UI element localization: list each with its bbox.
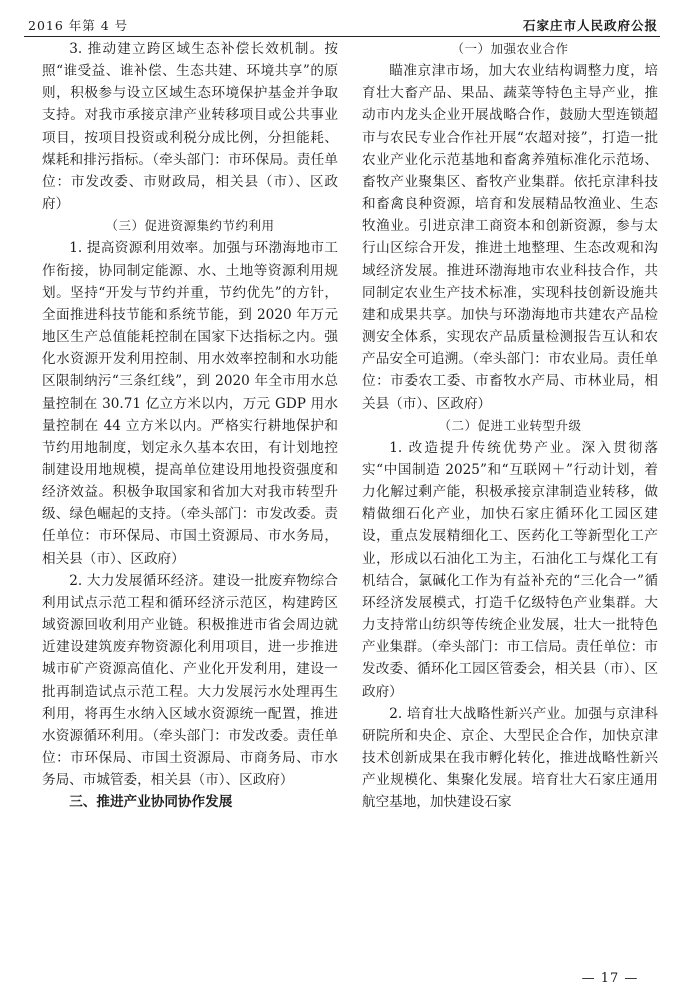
page-number: — 17 — xyxy=(581,971,639,986)
publication-title: 石家庄市人民政府公报 xyxy=(522,18,658,33)
issue-label: 2016 年第 4 号 xyxy=(28,18,129,33)
subsection-heading: （二）促进工业转型升级 xyxy=(438,417,582,433)
paragraph: 瞄准京津市场，加大农业结构调整力度，培育壮大畜产品、果品、蔬菜等特色主导产业，推动市内龙头企业开展战略合作，鼓励大型连锁超市与农民专业合作社开展“农超对接”，打造一批农业产业化示范基地和畜禽养殖标准化示范场、畜牧产业聚集区、畜牧产业集群。依托京津科技和畜禽良种资源，培育和发展精品牧渔业、生态牧渔业。引进京津工商资本和创新资源，参与太行山区综合开发，推进土地整理、生态改观和沟域经济发展。推进环渤海地市农业科技合作，共同制定农业生产技术标准，实现科技创新设施共建和成果共享。加快与环渤海地市共建农产品检测安全体系，实现农产品质量检测报告互认和农产品安全可追溯。（牵头部门：市农业局。责任单位：市委农工委、市畜牧水产局、市林业局，相关县（市）、区政府） xyxy=(362,63,658,412)
paragraph: 1. 改造提升传统优势产业。深入贯彻落实“中国制造 2025”和“互联网＋”行动计划，着力化解过剩产能，积极承接京津制造业转移，做精做细石化产业，加快石家庄循环化工园区建设，重点发展精细化工、医药化工等新型化工产业，形成以石油化工为主，石油化工与煤化工有机结合，氯碱化工作为有益补充的“三化合一”循环经济发展模式，打造千亿级特色产业集群。大力支持常山纺织等传统企业发展，壮大一批特色产业集群。（牵头部门：市工信局。责任单位：市发改委、循环化工园区管委会，相关县（市）、区政府） xyxy=(362,439,658,700)
paragraph: 2. 培育壮大战略性新兴产业。加强与京津科研院所和央企、京企、大型民企合作，加快京津技术创新成果在我市孵化转化，推进战略性新兴产业规模化、集聚化发展。培育壮大石家庄通用航空基地，加快建设石家 xyxy=(362,705,658,811)
subsection-heading: （三）促进资源集约节约利用 xyxy=(105,218,275,234)
left-column xyxy=(42,38,338,976)
subsection-heading: （一）加强农业合作 xyxy=(451,41,569,56)
paragraph: 1. 提高资源利用效率。加强与环渤海地市工作衔接，协同制定能源、水、土地等资源利用规划。坚持“开发与节约并重，节约优先”的方针，全面推进科技节能和系统节能，到 2020 年万元地区生产总值能耗控制在国家下达指标之内。强化水资源开发利用控制、用水效率控制和水功能区限制纳污“三条红线”，到 2020 年全市用水总量控制在 30.71 亿立方米以内，万元 GDP 用水量控制在 44 立方米以内。严格实行耕地保护和节约用地制度，划定永久基本农田，有计划地控制建设用地规模，提高单位建设用地投资强度和经济效益。积极争取国家和省加大对我市转型升级、绿色崛起的支持。（牵头部门：市发改委。责任单位：市环保局、市国土资源局、市水务局，相关县（市）、区政府） xyxy=(42,240,338,567)
section-heading: 三、推进产业协同协作发展 xyxy=(69,794,233,811)
paragraph: 2. 大力发展循环经济。建设一批废弃物综合利用试点示范工程和循环经济示范区，构建跨区域资源回收利用产业链。积极推进市省会周边就近建设建筑废弃物资源化利用项目，进一步推进城市矿产资源高值化、产业化开发利用，建设一批再制造试点示范工程。大力发展污水处理再生利用，将再生水纳入区域水资源统一配置，推进水资源循环利用。（牵头部门：市发改委。责任单位：市环保局、市国土资源局、市商务局、市水务局、市城管委，相关县（市）、区政府） xyxy=(42,572,338,789)
paragraph: 3. 推动建立跨区域生态补偿长效机制。按照“谁受益、谁补偿、生态共建、环境共享”的原则，积极参与设立区域生态环境保护基金并争取支持。对我市承接京津产业转移项目或公共事业项目，按项目投资或利税分成比例，分担能耗、煤耗和排污指标。（牵头部门：市环保局。责任单位：市发改委、市财政局，相关县（市）、区政府） xyxy=(42,41,338,213)
page-header xyxy=(24,14,660,37)
right-column xyxy=(362,38,658,976)
